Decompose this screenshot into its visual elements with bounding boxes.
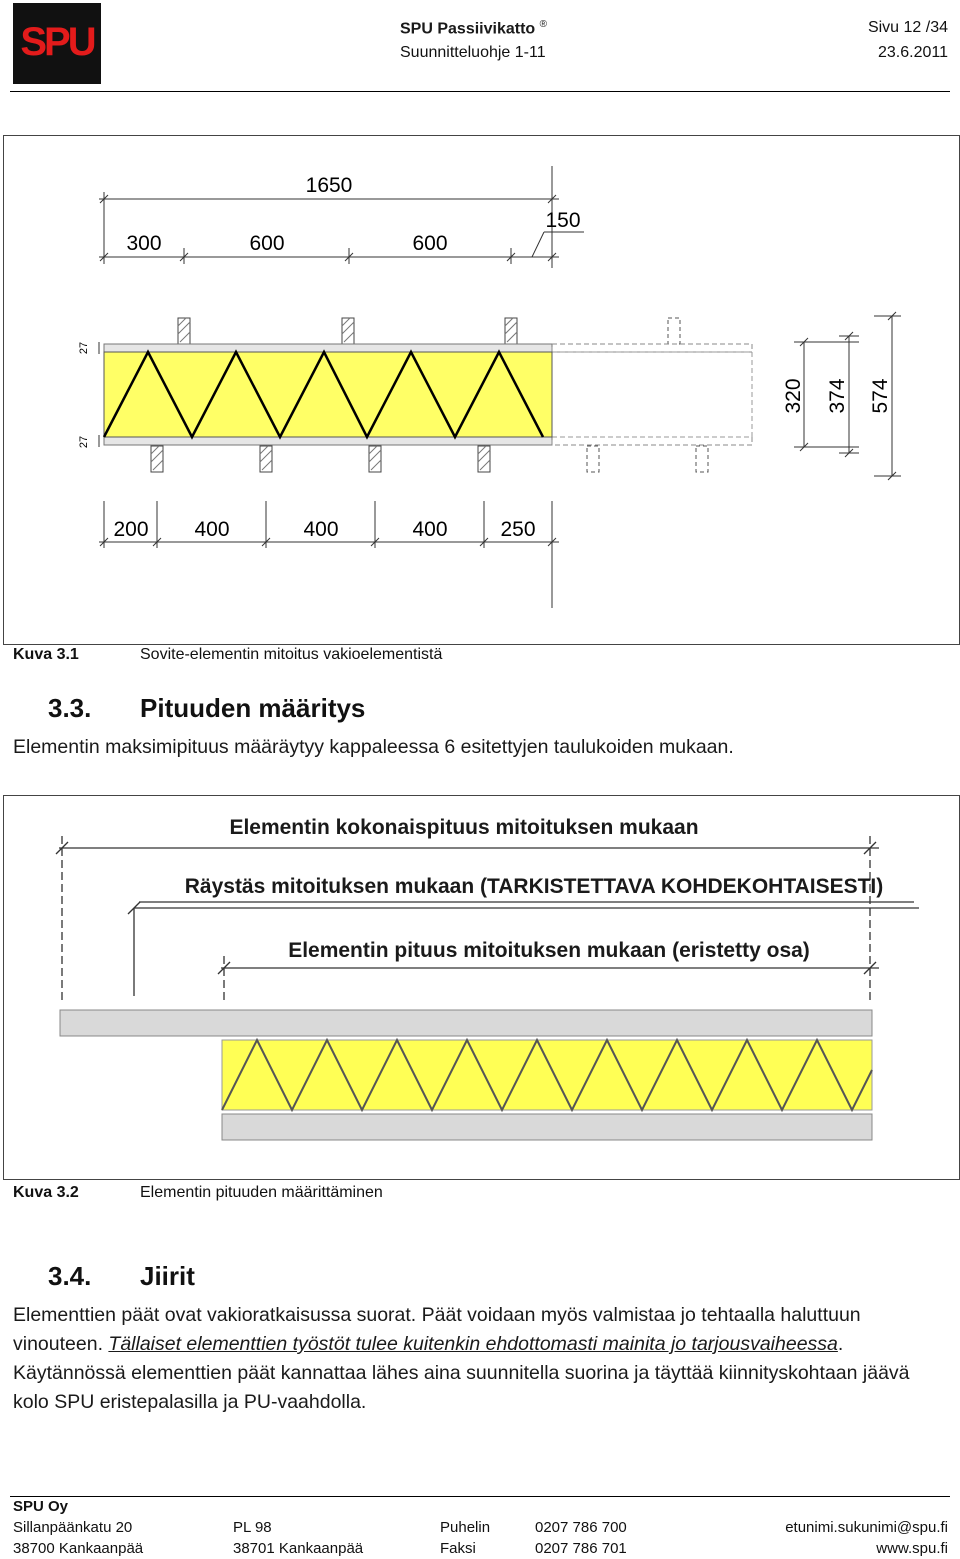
section-3-3-number: 3.3. <box>48 693 92 723</box>
footer-phone: 0207 786 700 <box>535 1519 627 1536</box>
dim-side-1: 320 <box>782 378 805 414</box>
section-3-3-title: Pituuden määritys <box>140 693 366 723</box>
dim-layer-top: 27 <box>78 341 90 355</box>
footer-po2: 38701 Kankaanpää <box>233 1540 364 1557</box>
dim-top-2: 600 <box>249 232 285 255</box>
figure2-drawing <box>4 796 960 1181</box>
dim-side-2: 374 <box>826 378 849 414</box>
dim-side-3: 574 <box>869 378 892 414</box>
dim-bottom-5: 250 <box>500 518 536 541</box>
footer-web[interactable]: www.spu.fi <box>876 1540 948 1557</box>
footer-fax: 0207 786 701 <box>535 1540 627 1557</box>
spu-logo <box>13 3 101 84</box>
footer-email[interactable]: etunimi.sukunimi@spu.fi <box>785 1519 948 1536</box>
dim-bottom-2: 400 <box>194 518 230 541</box>
label-total-length: Elementin kokonaispituus mitoituksen mukaan <box>229 816 699 839</box>
dim-bottom-1: 200 <box>113 518 149 541</box>
label-eave: Räystäs mitoituksen mukaan (TARKISTETTAVA KOHDEKOHTAISESTI) <box>184 875 884 898</box>
document-title: SPU Passiivikatto ® <box>400 19 547 38</box>
document-subtitle: Suunnitteluohje 1-11 <box>400 44 546 61</box>
figure-sovite-element <box>3 135 960 645</box>
section-3-3-body: Elementin maksimipituus määräytyy kappaleessa 6 esitettyjen taulukoiden mukaan. <box>13 736 734 758</box>
section-3-4-body <box>13 1301 948 1417</box>
footer-address2: 38700 Kankaanpää <box>13 1540 144 1557</box>
footer-company: SPU Oy <box>13 1498 69 1515</box>
section-3-4-p1-end: . <box>837 1333 844 1355</box>
figure-element-length <box>3 795 960 1180</box>
section-3-4-underlined: Tällaiset elementtien työstöt tulee kuitenkin ehdottomasti mainita jo tarjousvaiheessa <box>108 1333 838 1355</box>
page-number: Sivu 12 /34 <box>867 19 948 36</box>
figure1-drawing <box>4 136 960 646</box>
section-3-4-title: Jiirit <box>140 1261 195 1291</box>
footer-address1: Sillanpäänkatu 20 <box>13 1519 133 1536</box>
dim-bottom-4: 400 <box>412 518 448 541</box>
footer-fax-label: Faksi <box>440 1540 476 1557</box>
label-insulated-length: Elementin pituus mitoituksen mukaan (eristetty osa) <box>288 939 810 962</box>
dim-eave: 150 <box>545 209 581 232</box>
section-3-4-p1: Elementtien päät ovat vakioratkaisussa suorat. Päät voidaan myös valmistaa jo tehtaalla haluttuun vinouteen. <box>13 1304 861 1355</box>
figure2-caption-label: Kuva 3.2 <box>13 1184 79 1201</box>
registered-mark: ® <box>539 19 547 30</box>
dim-top-1: 300 <box>126 232 162 255</box>
footer-divider <box>10 1496 950 1497</box>
dim-top-3: 600 <box>412 232 448 255</box>
figure2-caption-text: Elementin pituuden määrittäminen <box>140 1184 383 1201</box>
figure1-caption-text: Sovite-elementin mitoitus vakioelementistä <box>140 646 443 663</box>
footer-po1: PL 98 <box>233 1519 272 1536</box>
header-divider <box>10 91 950 92</box>
section-3-4-number: 3.4. <box>48 1261 92 1291</box>
dim-layer-bottom: 27 <box>78 435 90 449</box>
insulation-strip <box>222 1040 872 1110</box>
document-date: 23.6.2011 <box>878 44 948 61</box>
dim-bottom-3: 400 <box>303 518 339 541</box>
section-3-4-p2: Käytännössä elementtien päät kannattaa lähes aina suunnitella suorina ja täyttää kiinnityskohtaan jäävä kolo SPU eristepalasilla ja PU-vaahdolla. <box>13 1362 910 1413</box>
figure1-caption-label: Kuva 3.1 <box>13 646 79 663</box>
dim-total: 1650 <box>305 174 353 197</box>
footer-phone-label: Puhelin <box>440 1519 491 1536</box>
logo-text: SPU <box>20 20 94 64</box>
